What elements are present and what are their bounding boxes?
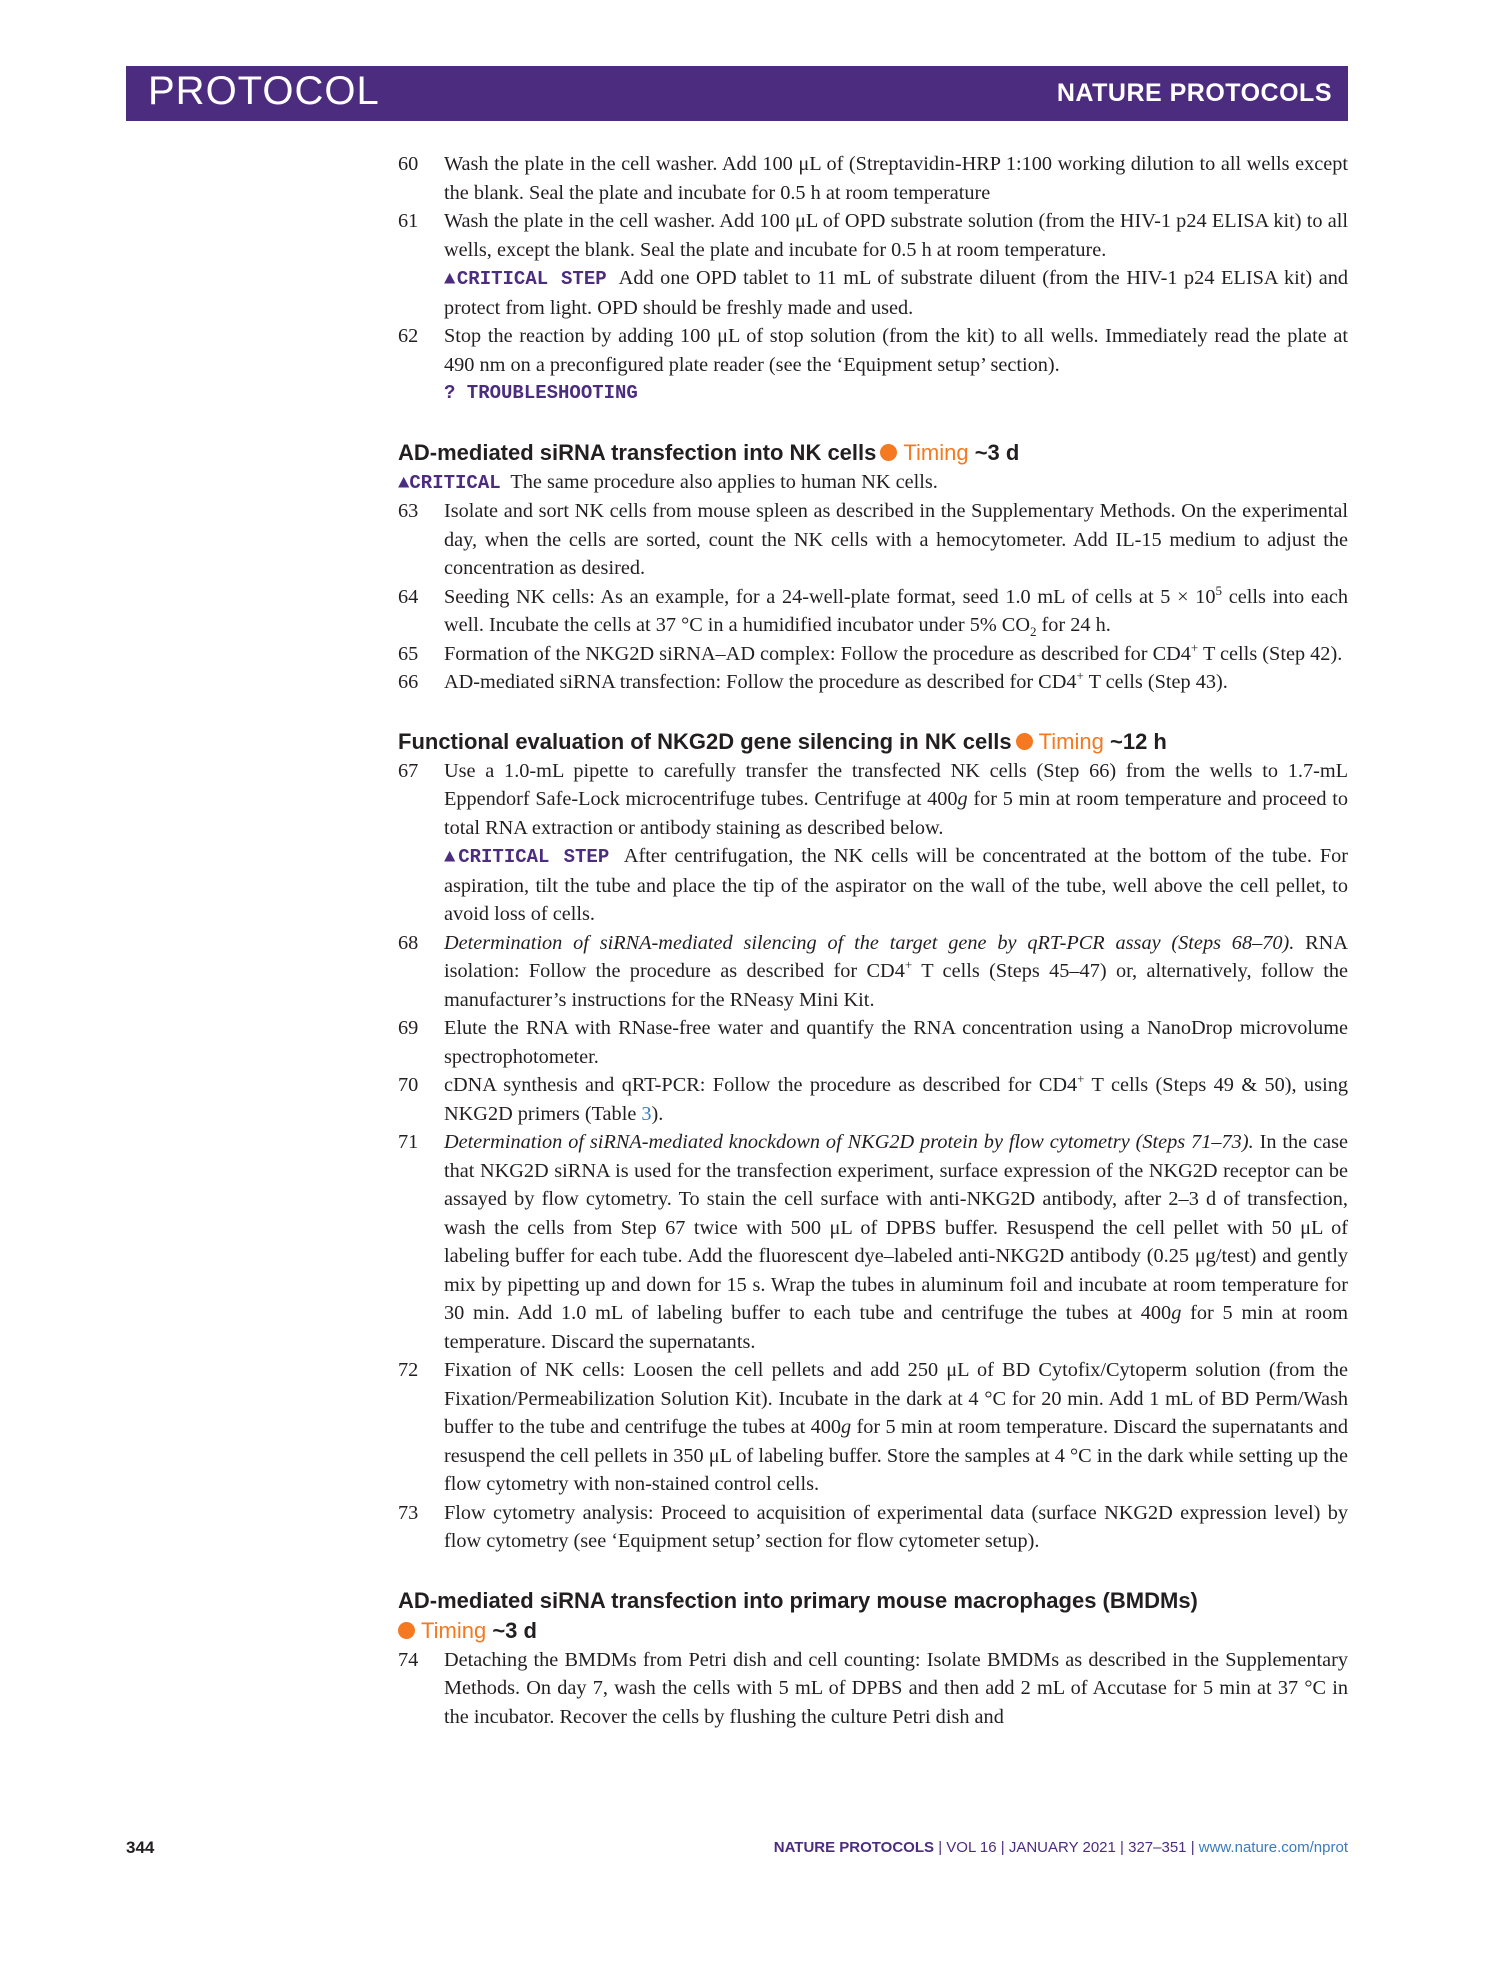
step-text: Wash the plate in the cell washer. Add 100 μL of OPD substrate solution (from the HIV-1 p24 ELISA kit) to all wells, except the blank. Seal the plate and incubate for 0.5 h at room temperature.	[444, 210, 1348, 261]
superscript: +	[904, 957, 913, 973]
step-74	[398, 1646, 1348, 1732]
superscript: +	[1190, 639, 1199, 655]
footer-citation	[774, 1839, 1348, 1856]
step-63	[398, 497, 1348, 583]
critical-step-text: Add one OPD tablet to 11 mL of substrate diluent (from the HIV-1 p24 ELISA kit) and protect from light. OPD should be freshly made and used.	[444, 267, 1348, 319]
step-text-end: ).	[651, 1102, 664, 1125]
section-heading-functional-evaluation	[398, 727, 1348, 757]
step-number: 66	[398, 671, 419, 693]
footer-pages: 327–351	[1128, 1839, 1187, 1856]
section-label: PROTOCOL	[148, 69, 380, 113]
step-72	[398, 1356, 1348, 1499]
section-title: Functional evaluation of NKG2D gene silencing in NK cells	[398, 728, 1012, 754]
step-text: AD-mediated siRNA transfection: Follow the procedure as described for CD4	[444, 671, 1077, 693]
critical-note	[398, 468, 1348, 498]
step-text: cDNA synthesis and qRT-PCR: Follow the procedure as described for CD4	[444, 1074, 1078, 1096]
step-71	[398, 1128, 1348, 1356]
italic-g: g	[1171, 1302, 1182, 1324]
critical-text: The same procedure also applies to human NK cells.	[510, 470, 938, 493]
step-61	[398, 207, 1348, 322]
step-text-cont: cells into each well. Incubate the cells at 37 °C in a humidified incubator under 5% CO	[444, 585, 1348, 636]
footer-date: JANUARY 2021	[1008, 1839, 1116, 1856]
step-text-cont: T cells (Step 43).	[1083, 671, 1228, 693]
page-number: 344	[126, 1838, 155, 1857]
troubleshooting-link[interactable]: ? TROUBLESHOOTING	[444, 382, 638, 404]
timing-label: Timing	[1038, 728, 1104, 754]
timing-label: Timing	[903, 439, 969, 465]
step-73	[398, 1499, 1348, 1556]
step-70	[398, 1071, 1348, 1128]
header-banner	[126, 66, 1348, 121]
step-number: 72	[398, 1359, 419, 1381]
footer-url-link[interactable]: www.nature.com/nprot	[1198, 1839, 1348, 1856]
step-number: 61	[398, 210, 419, 232]
step-text: Seeding NK cells: As an example, for a 24-well-plate format, seed 1.0 mL of cells at 5 × 10	[444, 585, 1216, 608]
step-text: Isolate and sort NK cells from mouse spleen as described in the Supplementary Methods. On the experimental day, when the cells are sorted, count the NK cells with a hemocytometer. Add IL-15 medium to adjust the concentration as desired.	[444, 500, 1348, 579]
step-number: 63	[398, 500, 419, 522]
critical-step-label: ▲CRITICAL STEP	[444, 268, 607, 290]
step-text-cont: for 5 min at room temperature. Discard the supernatants.	[444, 1302, 1348, 1353]
step-text: Elute the RNA with RNase-free water and quantify the RNA concentration using a NanoDrop microvolume spectrophotometer.	[444, 1017, 1348, 1068]
step-text-cont: for 5 min at room temperature and proceed to total RNA extraction or antibody staining as described below.	[444, 788, 1349, 839]
superscript: +	[1076, 668, 1084, 684]
timing-dot-icon	[880, 444, 897, 461]
step-text-cont: T cells (Steps 45–47) or, alternatively, follow the manufacturer’s instructions for the RNeasy Mini Kit.	[444, 960, 1348, 1011]
superscript: 5	[1215, 582, 1223, 598]
footer-volume: VOL 16	[946, 1839, 997, 1856]
footer-separator: |	[1190, 1839, 1195, 1856]
timing-dot-icon	[1016, 733, 1033, 750]
article-body	[398, 150, 1348, 1731]
step-italic-lead: Determination of siRNA-mediated silencing of the target gene by qRT-PCR assay (Steps 68–70).	[444, 931, 1295, 954]
step-text-cont: T cells (Steps 49 & 50), using NKG2D primers (Table	[444, 1074, 1348, 1125]
timing-value: ~3 d	[974, 439, 1020, 465]
footer-journal: NATURE PROTOCOLS	[773, 1839, 935, 1856]
italic-g: g	[957, 788, 968, 810]
step-66	[398, 668, 1348, 697]
step-number: 73	[398, 1501, 419, 1524]
italic-g: g	[841, 1416, 852, 1438]
step-text: Detaching the BMDMs from Petri dish and cell counting: Isolate BMDMs as described in the Supplementary Methods. On day 7, wash the cells with 5 mL of DPBS and then add 2 mL of Accutase for 5 min at 37 °C in the incubator. Recover the cells by flushing the culture Petri dish and	[444, 1648, 1348, 1728]
section-title: AD-mediated siRNA transfection into NK cells	[398, 439, 877, 465]
step-text: Wash the plate in the cell washer. Add 100 μL of (Streptavidin-HRP 1:100 working dilution to all wells except the blank. Seal the plate and incubate for 0.5 h at room temperature	[444, 153, 1348, 204]
step-number: 64	[398, 585, 419, 608]
step-number: 68	[398, 931, 419, 954]
step-text: Flow cytometry analysis: Proceed to acquisition of experimental data (surface NKG2D expression level) by flow cytometry (see ‘Equipment setup’ section for flow cytometer setup).	[444, 1501, 1348, 1552]
step-text-cont: for 5 min at room temperature. Discard the supernatants and resuspend the cell pellets in 350 μL of labeling buffer. Store the samples at 4 °C in the dark while setting up the flow cytometry with non-stained control cells.	[444, 1416, 1348, 1495]
step-62	[398, 322, 1348, 408]
step-67	[398, 757, 1348, 929]
section-heading-nk-transfection	[398, 438, 1348, 468]
step-text: Fixation of NK cells: Loosen the cell pellets and add 250 μL of BD Cytofix/Cytoperm solution (from the Fixation/Permeabilization Solution Kit). Incubate in the dark at 4 °C for 20 min. Add 1 mL of BD Perm/Wash buffer to the tube and centrifuge the tubes at 400	[444, 1359, 1348, 1438]
step-number: 62	[398, 325, 419, 347]
step-text: Formation of the NKG2D siRNA–AD complex: Follow the procedure as described for CD4	[444, 642, 1191, 665]
step-number: 69	[398, 1017, 419, 1039]
table-link[interactable]: 3	[641, 1102, 652, 1125]
timing-value: ~3 d	[492, 1617, 537, 1643]
step-number: 60	[398, 153, 419, 175]
step-number: 70	[398, 1074, 419, 1096]
step-number: 67	[398, 759, 419, 782]
critical-step-text: After centrifugation, the NK cells will be concentrated at the bottom of the tube. For aspiration, tilt the tube and place the tip of the aspirator on the wall of the tube, well above the cell pellet, to avoid loss of cells.	[444, 845, 1348, 925]
step-text: Use a 1.0-mL pipette to carefully transfer the transfected NK cells (Step 66) from the wells to 1.7-mL Eppendorf Safe-Lock microcentrifuge tubes. Centrifuge at 400	[444, 759, 1348, 810]
step-text: RNA isolation: Follow the procedure as described for CD4	[444, 931, 1348, 982]
timing-label: Timing	[421, 1617, 487, 1643]
footer-separator: |	[1000, 1839, 1005, 1856]
step-65	[398, 640, 1348, 669]
step-64	[398, 583, 1348, 640]
section-title: AD-mediated siRNA transfection into primary mouse macrophages (BMDMs)	[398, 1587, 1198, 1613]
subscript: 2	[1029, 624, 1037, 640]
step-number: 65	[398, 642, 419, 665]
step-69	[398, 1014, 1348, 1071]
journal-label: NATURE PROTOCOLS	[1056, 79, 1332, 107]
step-60	[398, 150, 1348, 207]
timing-dot-icon	[398, 1622, 415, 1639]
footer-separator: |	[938, 1839, 943, 1856]
step-68	[398, 929, 1348, 1015]
step-text: In the case that NKG2D siRNA is used for the transfection experiment, surface expression of the NKG2D receptor can be assayed by flow cytometry. To stain the cell surface with anti-NKG2D antibody, after 2–3 d of transfection, wash the cells from Step 67 twice with 500 μL of DPBS buffer. Resuspend the cell pellet with 50 μL of labeling buffer for each tube. Add the fluorescent dye–labeled anti-NKG2D antibody (0.25 μg/test) and gently mix by pipetting up and down for 15 s. Wrap the tubes in aluminum foil and incubate at room temperature for 30 min. Add 1.0 mL of labeling buffer to each tube and centrifuge the tubes at 400	[444, 1131, 1349, 1324]
step-text-cont: T cells (Step 42).	[1198, 642, 1343, 665]
critical-step-note	[444, 264, 1348, 322]
timing-value: ~12 h	[1110, 728, 1167, 754]
step-italic-lead: Determination of siRNA-mediated knockdown of NKG2D protein by flow cytometry (Steps 71–73).	[444, 1131, 1254, 1153]
section-heading-bmdm-transfection	[398, 1586, 1348, 1646]
step-text-end: for 24 h.	[1036, 614, 1111, 636]
footer-separator: |	[1120, 1839, 1124, 1856]
step-number: 74	[398, 1648, 419, 1671]
critical-step-label: ▲CRITICAL STEP	[444, 846, 610, 868]
step-text: Stop the reaction by adding 100 μL of stop solution (from the kit) to all wells. Immediately read the plate at 490 nm on a preconfigured plate reader (see the ‘Equipment setup’ section).	[444, 325, 1348, 376]
critical-label: ▲CRITICAL	[398, 471, 501, 494]
step-number: 71	[398, 1131, 419, 1153]
superscript: +	[1077, 1071, 1085, 1087]
critical-step-note	[444, 842, 1348, 929]
